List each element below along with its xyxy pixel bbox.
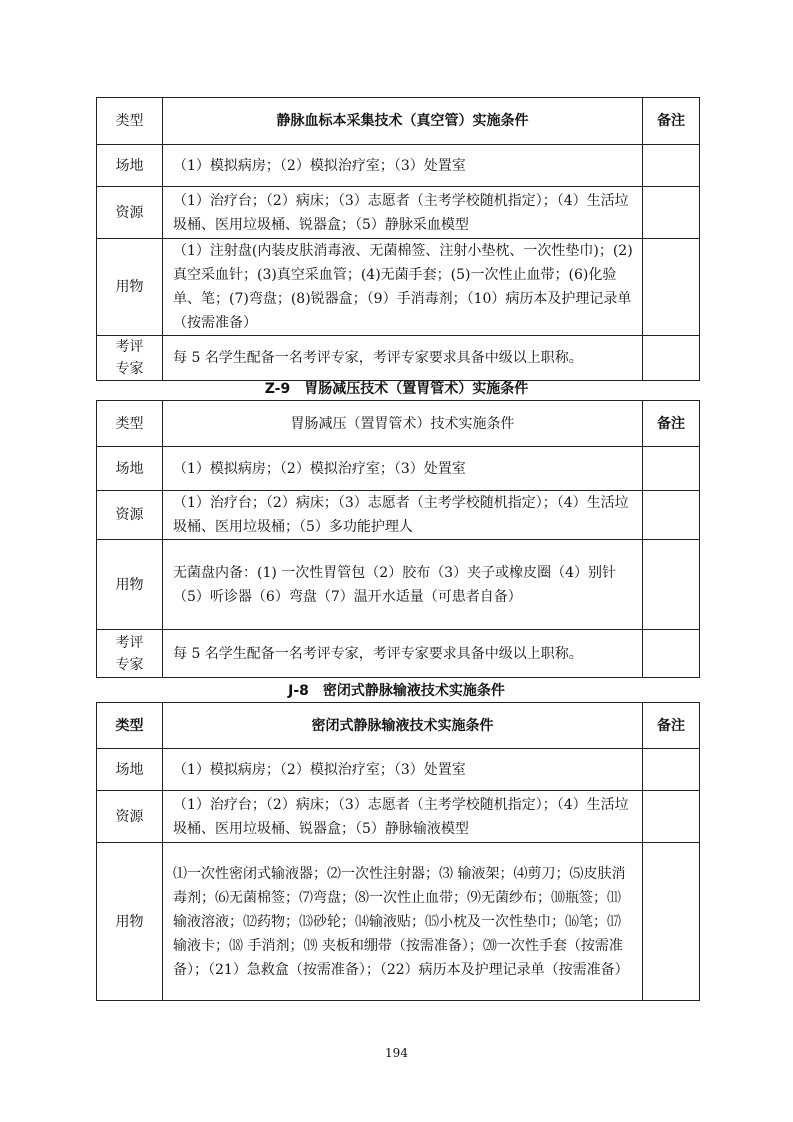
header-type: 类型 xyxy=(97,401,163,447)
row-note xyxy=(643,749,700,791)
row-content: 每 5 名学生配备一名考评专家，考评专家要求具备中级以上职称。 xyxy=(163,630,643,678)
table-gastric-decompression xyxy=(96,400,700,678)
row-note xyxy=(643,145,700,187)
row-label: 用物 xyxy=(97,843,163,1001)
table-header-row xyxy=(97,98,700,145)
table-row xyxy=(97,540,700,630)
row-label: 用物 xyxy=(97,239,163,336)
row-content: （1）模拟病房；（2）模拟治疗室；（3）处置室 xyxy=(163,145,643,187)
table-row xyxy=(97,187,700,239)
row-content: （1）模拟病房；（2）模拟治疗室；（3）处置室 xyxy=(163,749,643,791)
header-note: 备注 xyxy=(643,703,700,749)
row-note xyxy=(643,791,700,843)
row-note xyxy=(643,447,700,491)
row-label: 资源 xyxy=(97,187,163,239)
row-content: （1）模拟病房；（2）模拟治疗室；（3）处置室 xyxy=(163,447,643,491)
table-row xyxy=(97,336,700,381)
table-iv-infusion xyxy=(96,702,700,1001)
row-content: （1）治疗台；（2）病床；（3）志愿者（主考学校随机指定）；（4）生活垃圾桶、医用垃圾桶、锐器盒；（5）静脉采血模型 xyxy=(163,187,643,239)
row-label: 场地 xyxy=(97,749,163,791)
row-label-line1: 考评 xyxy=(115,634,144,651)
row-label-line1: 考评 xyxy=(115,339,144,355)
table-row xyxy=(97,630,700,678)
header-note: 备注 xyxy=(643,98,700,145)
row-label: 场地 xyxy=(97,447,163,491)
row-label-line2: 专家 xyxy=(115,656,144,673)
row-content: 每 5 名学生配备一名考评专家，考评专家要求具备中级以上职称。 xyxy=(163,336,643,381)
row-label xyxy=(97,336,163,381)
row-label xyxy=(97,630,163,678)
header-title: 密闭式静脉输液技术实施条件 xyxy=(163,703,643,749)
row-content: 无菌盘内备：(1) 一次性胃管包（2）胶布（3）夹子或橡皮圈（4）别针（5）听诊器（6）弯盘（7）温开水适量（可患者自备） xyxy=(163,540,643,630)
section-title-j8: J-8 密闭式静脉输液技术实施条件 xyxy=(288,683,505,699)
table-row xyxy=(97,843,700,1001)
header-type: 类型 xyxy=(97,703,163,749)
row-note xyxy=(643,630,700,678)
row-note xyxy=(643,540,700,630)
row-note xyxy=(643,491,700,540)
table-row xyxy=(97,791,700,843)
row-label: 资源 xyxy=(97,791,163,843)
row-content: （1）治疗台；（2）病床；（3）志愿者（主考学校随机指定）；（4）生活垃圾桶、医用垃圾桶；（5）多功能护理人 xyxy=(163,491,643,540)
table-venous-blood xyxy=(96,97,700,381)
section-title-z9: Z-9 胃肠减压技术（置胃管术）实施条件 xyxy=(264,381,529,397)
row-note xyxy=(643,843,700,1001)
row-label: 用物 xyxy=(97,540,163,630)
header-title: 静脉血标本采集技术（真空管）实施条件 xyxy=(163,98,643,145)
row-note xyxy=(643,336,700,381)
row-content: （1）治疗台；（2）病床；（3）志愿者（主考学校随机指定）；（4）生活垃圾桶、医用垃圾桶、锐器盒；（5）静脉输液模型 xyxy=(163,791,643,843)
header-note: 备注 xyxy=(643,401,700,447)
row-content: ⑴一次性密闭式输液器；⑵一次性注射器；⑶ 输液架；⑷剪刀；⑸皮肤消毒剂；⑹无菌棉签；⑺弯盘；⑻一次性止血带；⑼无菌纱布；⑽瓶签；⑾输液溶液；⑿药物；⒀砂轮；⒁输液贴；⒂小枕及一次性垫巾；⒃笔；⒄输液卡；⒅ 手消剂；⒆ 夹板和绷带（按需准备）；⒇一次性手套（按需准备）；（21）急救盒（按需准备）；（22）病历本及护理记录单（按需准备） xyxy=(163,843,643,1001)
table-header-row xyxy=(97,703,700,749)
row-label-line2: 专家 xyxy=(115,361,144,377)
header-type: 类型 xyxy=(97,98,163,145)
table-row xyxy=(97,447,700,491)
table-row xyxy=(97,749,700,791)
table-row xyxy=(97,239,700,336)
header-title: 胃肠减压（置胃管术）技术实施条件 xyxy=(163,401,643,447)
row-label: 场地 xyxy=(97,145,163,187)
row-label: 资源 xyxy=(97,491,163,540)
row-note xyxy=(643,239,700,336)
table-header-row xyxy=(97,401,700,447)
row-content: （1）注射盘(内装皮肤消毒液、无菌棉签、注射小垫枕、一次性垫巾)；(2)真空采血针；(3)真空采血管；(4)无菌手套；(5)一次性止血带；(6)化验单、笔；(7)弯盘；(8)锐器盒；（9）手消毒剂；（10）病历本及护理记录单（按需准备） xyxy=(163,239,643,336)
table-row xyxy=(97,491,700,540)
row-note xyxy=(643,187,700,239)
page-number: 194 xyxy=(385,1046,408,1060)
table-row xyxy=(97,145,700,187)
